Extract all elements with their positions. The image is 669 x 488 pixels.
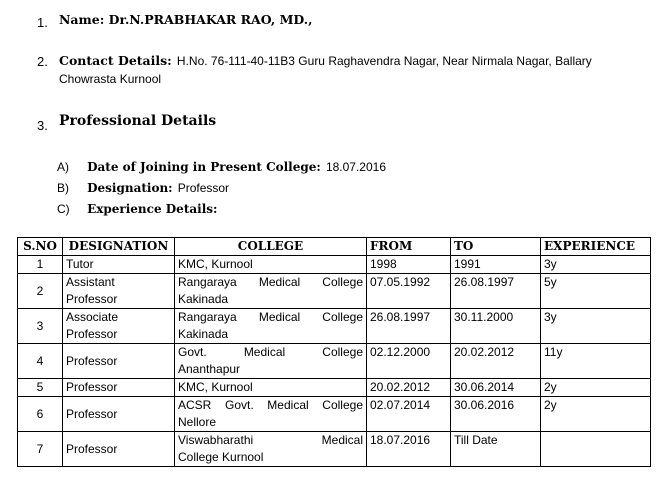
subitem-date-of-joining	[57, 156, 386, 175]
item-name	[37, 12, 48, 31]
table-row	[18, 379, 651, 397]
header-designation: DESIGNATION	[63, 238, 175, 256]
cell-from: 07.05.1992	[367, 274, 451, 309]
subitem-experience	[57, 198, 217, 217]
designation-line: Professor	[66, 327, 118, 341]
cell-from: 02.12.2000	[367, 344, 451, 379]
designation-line: Professor	[66, 441, 118, 456]
cell-sno: 6	[18, 397, 63, 432]
designation-line: Professor	[66, 406, 118, 421]
college-line: Rangaraya Medical College	[178, 275, 363, 289]
cell-sno: 2	[18, 274, 63, 309]
college-line: KMC, Kurnool	[178, 380, 253, 394]
experience-table	[17, 237, 651, 467]
cell-to: 30.06.2016	[451, 397, 541, 432]
college-line: KMC, Kurnool	[178, 257, 253, 271]
cell-experience	[541, 432, 651, 467]
cell-experience: 11y	[541, 344, 651, 379]
subitem-marker: B)	[57, 181, 69, 195]
college-line: Viswabharathi Medical	[178, 433, 363, 447]
cell-designation	[63, 309, 175, 344]
header-to: TO	[451, 238, 541, 256]
item-contact	[37, 51, 48, 70]
subitem-label: Date of Joining in Present College:	[87, 160, 321, 174]
table-row	[18, 344, 651, 379]
designation-line: Professor	[66, 292, 118, 306]
cell-experience: 3y	[541, 309, 651, 344]
contact-value-line2: Chowrasta Kurnool	[59, 72, 162, 86]
college-line: Govt. Medical College	[178, 345, 363, 359]
table-row	[18, 274, 651, 309]
subitem-value: Professor	[177, 181, 230, 195]
subitem-designation	[57, 177, 229, 196]
cell-sno: 7	[18, 432, 63, 467]
cell-designation	[63, 256, 175, 274]
cell-college	[175, 432, 367, 467]
item-number: 3.	[37, 118, 48, 133]
item-number: 1.	[37, 15, 48, 30]
cell-college	[175, 379, 367, 397]
cell-designation	[63, 379, 175, 397]
designation-line: Professor	[66, 380, 118, 394]
college-line: College Kurnool	[178, 450, 264, 464]
cell-from: 02.07.2014	[367, 397, 451, 432]
cell-college	[175, 256, 367, 274]
cell-designation	[63, 274, 175, 309]
subitem-label: Designation:	[87, 181, 173, 195]
item-professional	[37, 115, 48, 134]
contact-label: Contact Details:	[59, 53, 172, 68]
cell-from: 18.07.2016	[367, 432, 451, 467]
cell-to: 26.08.1997	[451, 274, 541, 309]
subitem-value: 18.07.2016	[325, 160, 386, 174]
table-row	[18, 309, 651, 344]
cell-sno: 3	[18, 309, 63, 344]
doctor-name-heading: Name: Dr.N.PRABHAKAR RAO, MD.,	[59, 12, 313, 27]
cell-experience: 5y	[541, 274, 651, 309]
college-line: Kakinada	[178, 292, 229, 306]
header-college: COLLEGE	[175, 238, 367, 256]
professional-details-heading: Professional Details	[59, 113, 217, 129]
cell-experience: 3y	[541, 256, 651, 274]
subitem-label: Experience Details:	[87, 202, 218, 216]
cell-to: 30.06.2014	[451, 379, 541, 397]
cell-college	[175, 344, 367, 379]
college-line: ACSR Govt. Medical College	[178, 398, 363, 412]
contact-value: H.No. 76-111-40-11B3 Guru Raghavendra Nagar, Near Nirmala Nagar, Ballary	[176, 54, 592, 68]
header-from: FROM	[367, 238, 451, 256]
header-sno: S.NO	[18, 238, 63, 256]
college-line: Rangaraya Medical College	[178, 310, 363, 324]
cell-college	[175, 397, 367, 432]
subitem-marker: A)	[57, 160, 69, 174]
cell-experience: 2y	[541, 397, 651, 432]
designation-line: Assistant	[66, 275, 115, 289]
designation-line: Tutor	[66, 257, 94, 271]
cell-to: 1991	[451, 256, 541, 274]
cell-experience: 2y	[541, 379, 651, 397]
cell-college	[175, 309, 367, 344]
table-row	[18, 397, 651, 432]
cell-sno: 4	[18, 344, 63, 379]
cell-to: Till Date	[451, 432, 541, 467]
designation-line: Professor	[66, 353, 118, 368]
cell-from: 26.08.1997	[367, 309, 451, 344]
college-line: Ananthapur	[178, 362, 241, 376]
cell-to: 20.02.2012	[451, 344, 541, 379]
cell-from: 20.02.2012	[367, 379, 451, 397]
cell-designation	[63, 397, 175, 432]
college-line: Kakinada	[178, 327, 229, 341]
cell-sno: 1	[18, 256, 63, 274]
cell-designation	[63, 344, 175, 379]
table-row	[18, 432, 651, 467]
header-experience: EXPERIENCE	[541, 238, 651, 256]
college-line: Nellore	[178, 415, 217, 429]
designation-line: Associate	[66, 310, 119, 324]
table-row	[18, 256, 651, 274]
cell-sno: 5	[18, 379, 63, 397]
cell-to: 30.11.2000	[451, 309, 541, 344]
cell-designation	[63, 432, 175, 467]
subitem-marker: C)	[57, 202, 70, 216]
table-header-row	[18, 238, 651, 256]
item-number: 2.	[37, 54, 48, 69]
cell-from: 1998	[367, 256, 451, 274]
cell-college	[175, 274, 367, 309]
